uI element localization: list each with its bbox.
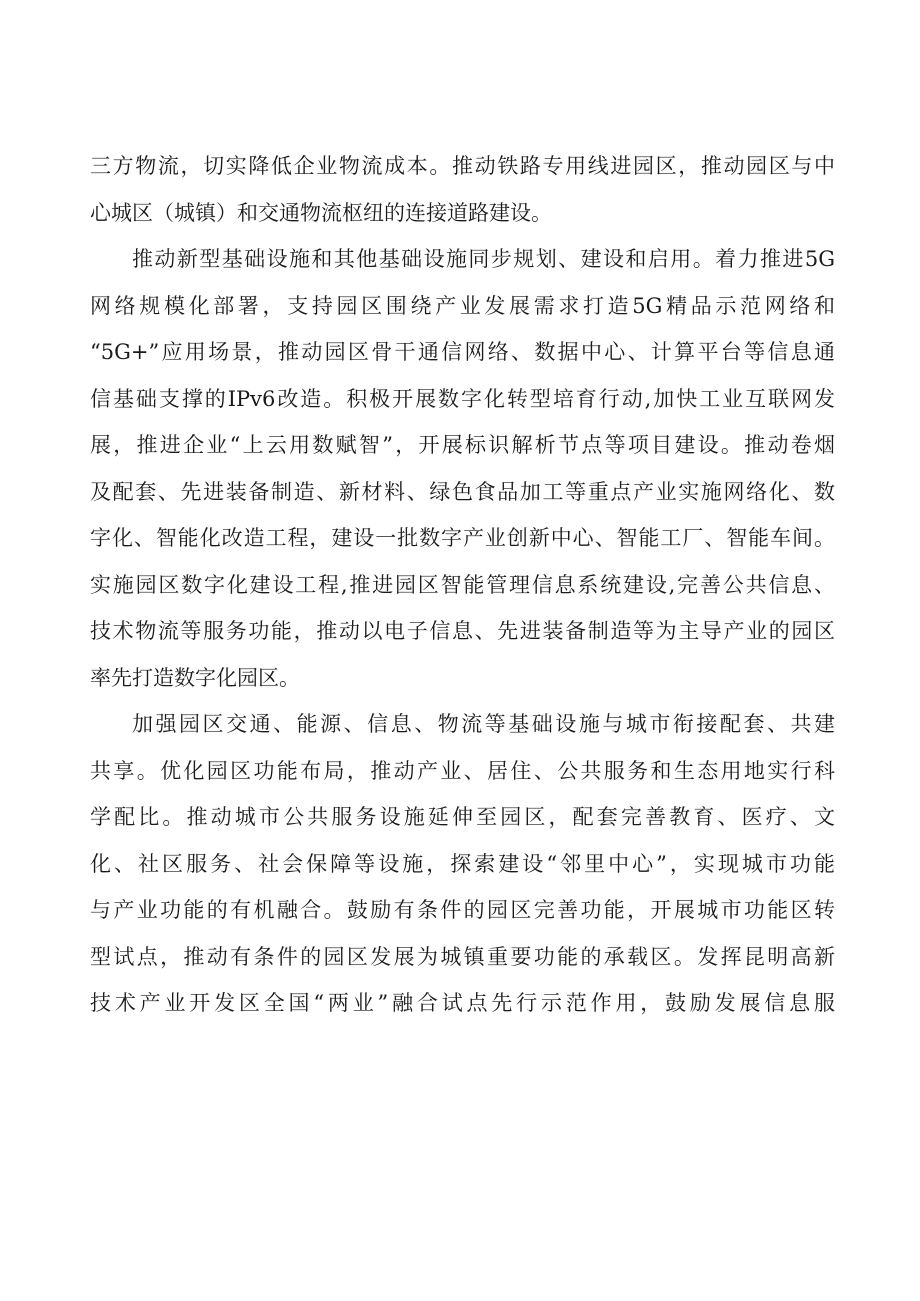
text-line: 网络规模化部署，支持园区围绕产业发展需求打造5G精品示范网络和 <box>90 293 835 318</box>
text-line: 三方物流，切实降低企业物流成本。推动铁路专用线进园区，推动园区与中 <box>90 154 835 178</box>
text-line: 化、社区服务、社会保障等设施，探索建设“邻里中心”，实现城市功能 <box>90 851 835 876</box>
text-line: 共享。优化园区功能布局，推动产业、居住、公共服务和生态用地实行科 <box>90 758 835 783</box>
text-line: 率先打造数字化园区。 <box>90 665 300 690</box>
paragraph-2 <box>90 236 835 701</box>
text-line: 心城区（城镇）和交通物流枢纽的连接道路建设。 <box>90 200 552 225</box>
text-line: 技术产业开发区全国“两业”融合试点先行示范作用，鼓励发展信息服 <box>90 991 835 1015</box>
text-line: 型试点，推动有条件的园区发展为城镇重要功能的承载区。发挥昆明高新 <box>90 944 835 969</box>
text-line: 与产业功能的有机融合。鼓励有条件的园区完善功能，开展城市功能区转 <box>90 898 835 922</box>
text-line: 技术物流等服务功能，推动以电子信息、先进装备制造等为主导产业的园区 <box>90 619 835 643</box>
text-line: 及配套、先进装备制造、新材料、绿色食品加工等重点产业实施网络化、数 <box>90 479 835 504</box>
text-line: 展，推进企业“上云用数赋智”，开展标识解析节点等项目建设。推动卷烟 <box>90 433 835 457</box>
text-line: 信基础支撑的IPv6改造。积极开展数字化转型培育行动,加快工业互联网发 <box>90 386 835 411</box>
text-line: “5G+”应用场景，推动园区骨干通信网络、数据中心、计算平台等信息通 <box>90 340 835 364</box>
text-line: 实施园区数字化建设工程,推进园区智能管理信息系统建设,完善公共信息、 <box>90 572 835 597</box>
document-body <box>90 143 835 1027</box>
text-line: 推动新型基础设施和其他基础设施同步规划、建设和启用。着力推进5G <box>132 247 835 271</box>
paragraph-3 <box>90 701 835 1027</box>
paragraph-1 <box>90 143 835 236</box>
text-line: 学配比。推动城市公共服务设施延伸至园区，配套完善教育、医疗、文 <box>90 805 835 829</box>
text-line: 字化、智能化改造工程，建设一批数字产业创新中心、智能工厂、智能车间。 <box>90 526 835 550</box>
text-line: 加强园区交通、能源、信息、物流等基础设施与城市衔接配套、共建 <box>132 712 835 736</box>
